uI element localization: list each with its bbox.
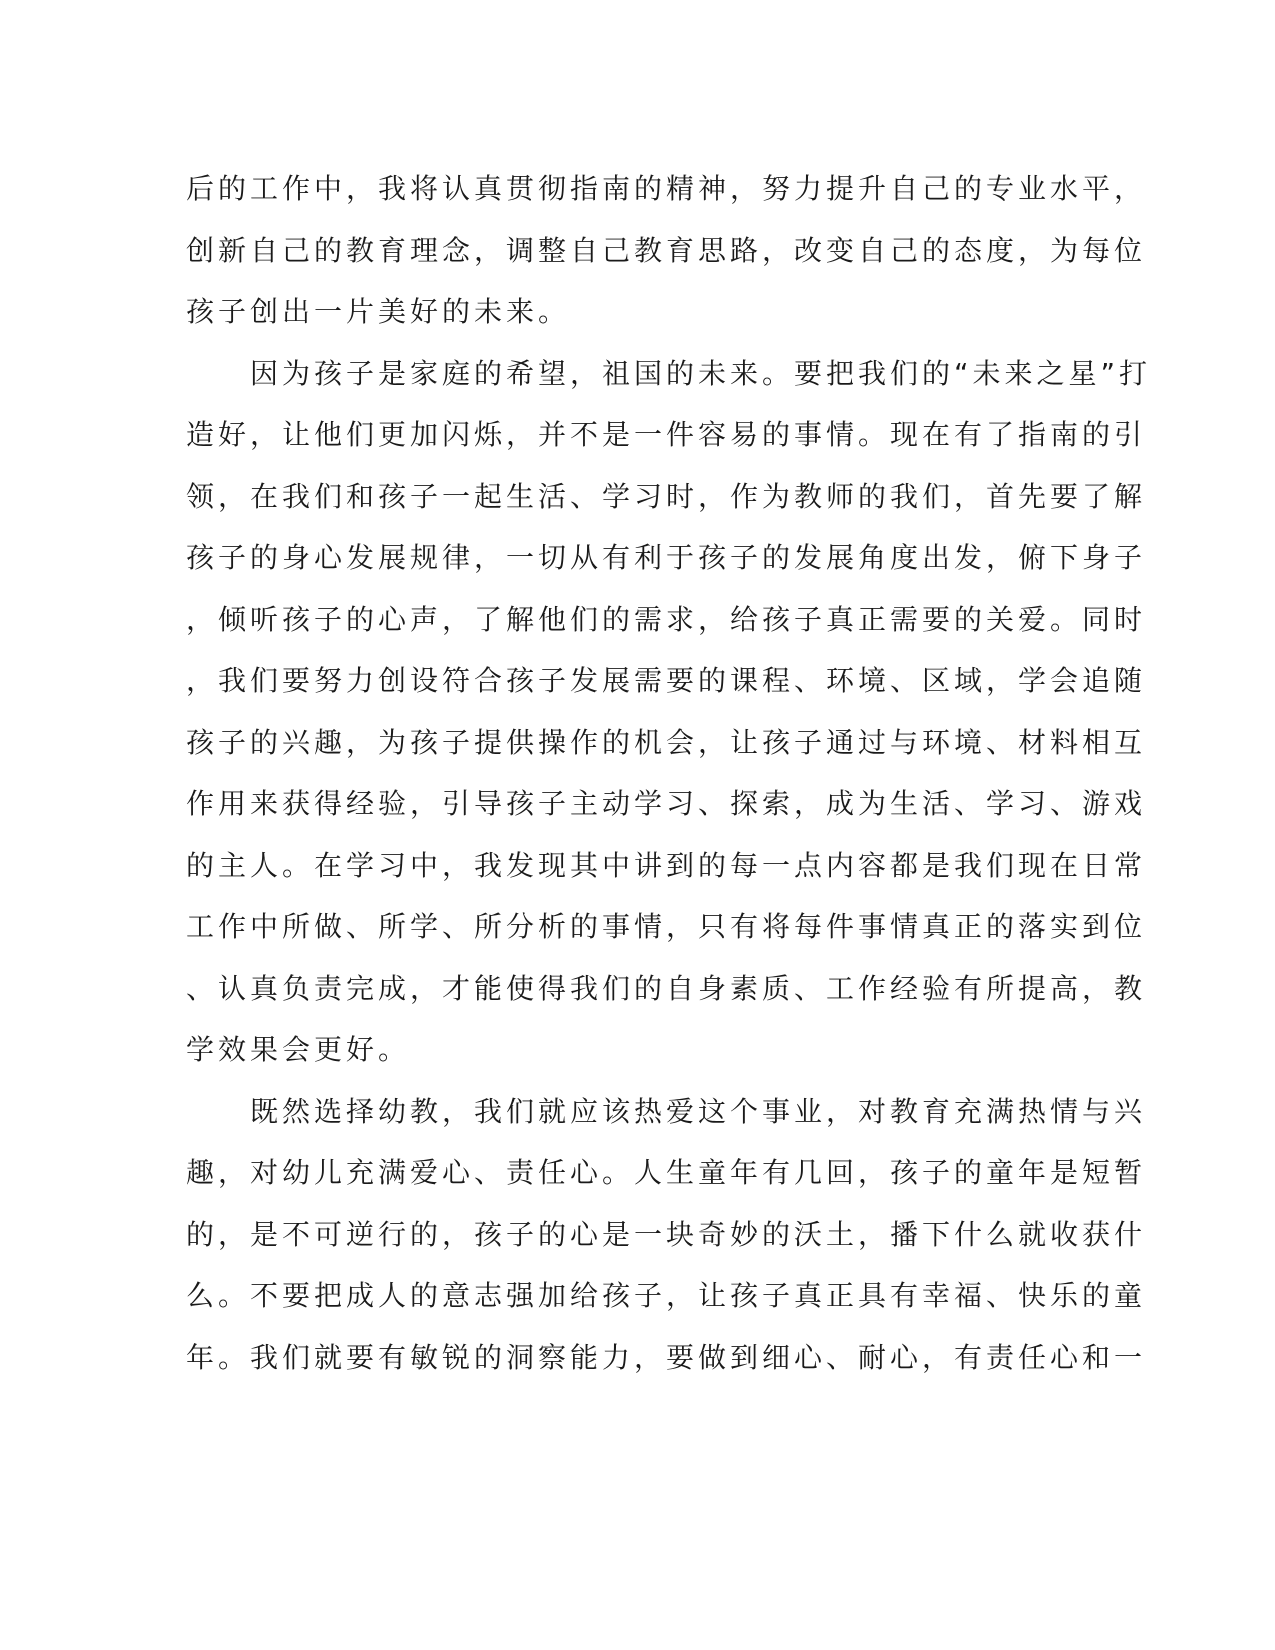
text-line: 的，是不可逆行的，孩子的心是一块奇妙的沃土，播下什么就收获什: [186, 1217, 1147, 1251]
text-line: ，我们要努力创设符合孩子发展需要的课程、环境、区域，学会追随: [186, 664, 1147, 697]
text-line: 么。不要把成人的意志强加给孩子，让孩子真正具有幸福、快乐的童: [186, 1279, 1147, 1312]
text-line: 作用来获得经验，引导孩子主动学习、探索，成为生活、学习、游戏: [186, 787, 1147, 820]
text-line: 工作中所做、所学、所分析的事情，只有将每件事情真正的落实到位: [186, 910, 1147, 943]
text-line: 的主人。在学习中，我发现其中讲到的每一点内容都是我们现在日常: [186, 848, 1147, 882]
text-line: 创新自己的教育理念，调整自己教育思路，改变自己的态度，为每位: [186, 233, 1147, 267]
document-body: [186, 158, 1152, 1388]
paragraph-3: [186, 1081, 1147, 1389]
text-line: 孩子的身心发展规律，一切从有利于孩子的发展角度出发，俯下身子: [186, 541, 1147, 574]
text-line: 后的工作中，我将认真贯彻指南的精神，努力提升自己的专业水平，: [186, 172, 1147, 205]
paragraph-1: [186, 158, 1147, 343]
text-line: 学效果会更好。: [186, 1033, 411, 1066]
text-line: 孩子的兴趣，为孩子提供操作的机会，让孩子通过与环境、材料相互: [186, 725, 1147, 759]
paragraph-2: [186, 343, 1152, 1081]
text-line: ，倾听孩子的心声，了解他们的需求，给孩子真正需要的关爱。同时: [186, 602, 1147, 636]
text-line: 因为孩子是家庭的希望，祖国的未来。要把我们的“未来之星”打: [186, 356, 1152, 390]
text-line: 领，在我们和孩子一起生活、学习时，作为教师的我们，首先要了解: [186, 479, 1147, 513]
text-line: 年。我们就要有敏锐的洞察能力，要做到细心、耐心，有责任心和一: [186, 1340, 1147, 1374]
text-line: 趣，对幼儿充满爱心、责任心。人生童年有几回，孩子的童年是短暂: [186, 1156, 1147, 1189]
text-line: 既然选择幼教，我们就应该热爱这个事业，对教育充满热情与兴: [186, 1094, 1147, 1128]
text-line: 孩子创出一片美好的未来。: [186, 295, 571, 328]
text-line: 造好，让他们更加闪烁，并不是一件容易的事情。现在有了指南的引: [186, 418, 1147, 451]
text-line: 、认真负责完成，才能使得我们的自身素质、工作经验有所提高，教: [186, 971, 1147, 1005]
